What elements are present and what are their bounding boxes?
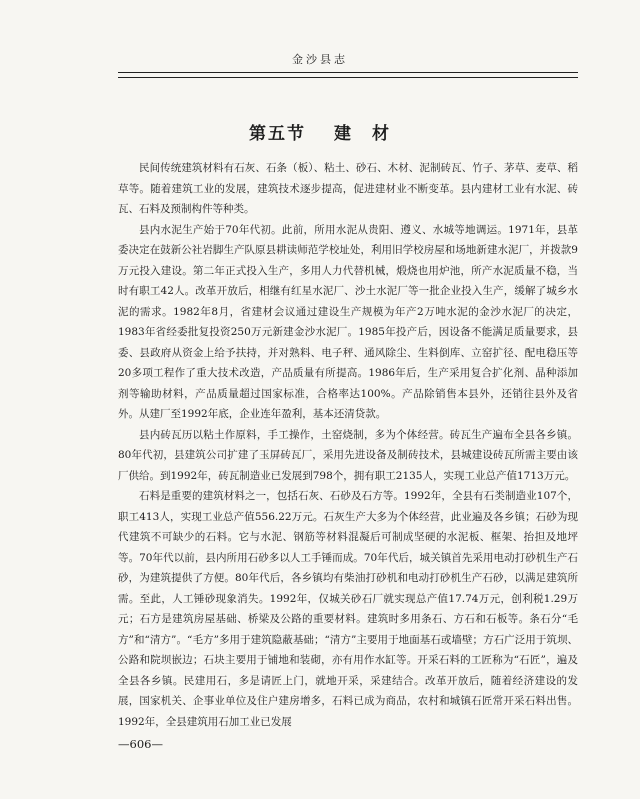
paragraph: 县内砖瓦历以粘土作原料，手工操作，土窑烧制，多为个体经营。砖瓦生产遍布全县各乡镇。80年代初，县建筑公司扩建了玉屏砖瓦厂，采用先进设备及制砖技术，县城建设砖瓦所需主要由该厂供给。到1992年，砖瓦制造业已发展到798个，拥有职工2135人，实现工业总产值1713万元。 xyxy=(118,428,578,482)
header-rule-thick xyxy=(118,72,578,73)
page-number: —606— xyxy=(118,737,163,751)
section-title xyxy=(0,119,640,144)
paragraph: 石料是重要的建筑材料之一，包括石灰、石砂及石方等。1992年，全县有石类制造业107个，职工413人，实现工业总产值556.22万元。石灰生产大多为个体经营，此业遍及各乡镇；石砂为现代建筑不可缺少的石料。它与水泥、钢筋等材料混凝后可制成坚硬的水泥板、框架、抬担及地坪等。70年代以前，县内所用石砂多以人工手锤而成。70年代后，城关镇首先采用电动打砂机生产石砂，为建筑提供了方便。80年代后，各乡镇均有柴油打砂机和电动打砂机生产石砂，以满足建筑所需。至此，人工锤砂现象消失。1992年，仅城关砂石厂就实现总产值17.74万元，创利税1.29万元；石方是建筑房屋基础、桥梁及公路的重要材料。建筑时多用条石、方石和石板等。条石分“毛方”和“清方”。“毛方”多用于建筑隐蔽基础；“清方”主要用于地面基石或墙壁；方石广泛用于筑坝、公路和院坝嵌边；石块主要用于铺地和装砌，亦有用作水缸等。开采石料的工匠称为“石匠”，遍及全县各乡镇。民建用石，多是请匠上门，就地开采，采建结合。改革开放后，随着经济建设的发展，国家机关、企事业单位及住户建房增多，石料已成为商品，农村和城镇石匠常开采石料出售。1992年，全县建筑用石加工业已发展 xyxy=(118,490,578,728)
section-number: 第五节 xyxy=(249,124,306,144)
section-name: 建 材 xyxy=(334,124,391,144)
running-header: 金沙县志 xyxy=(292,53,348,66)
body-text xyxy=(118,158,578,732)
paragraph: 县内水泥生产始于70年代初。此前，所用水泥从贵阳、遵义、水城等地调运。1971年，县革委决定在鼓新公社岩脚生产队原县耕读师范学校址处，利用旧学校房屋和场地新建水泥厂，并拨款9万元投入建设。第二年正式投入生产，多用人力代替机械，煅烧也用炉池，所产水泥质量不稳，当时有职工42人。改革开放后，相继有红星水泥厂、沙土水泥厂等一批企业投入生产，缓解了城乡水泥的需求。1982年8月，省建材会议通过建设生产规模为年产2万吨水泥的金沙水泥厂的决定，1983年省经委批复投资250万元新建金沙水泥厂。1985年投产后，因设备不能满足质量要求，县委、县政府从资金上给予扶持，并对熟料、电子秤、通风除尘、生料倒库、立窑扩径、配电稳压等20多项工程作了重大技术改造，产品质量有所提高。1986年后，生产采用复合扩化剂、晶种添加剂等输助材料，产品质量超过国家标准，合格率达100%。产品除销售本县外，还销往县外及省外。从建厂至1992年底，企业连年盈利，基本还清贷款。 xyxy=(118,223,578,420)
header-rule-thin xyxy=(118,77,578,78)
paragraph: 民间传统建筑材料有石灰、石条（板）、粘土、砂石、木材、泥制砖瓦、竹子、茅草、麦草、稻草等。随着建筑工业的发展，建筑技术逐步提高，促进建材业不断变革。县内建材工业有水泥、砖瓦、石料及预制构件等种类。 xyxy=(118,162,578,215)
